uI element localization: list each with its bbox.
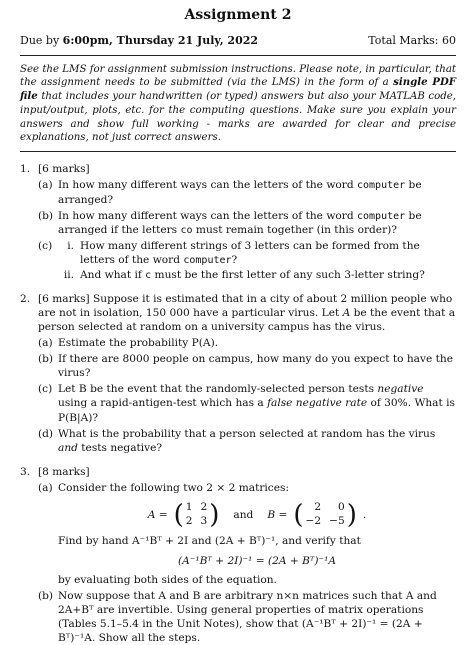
question-1: 1. [6 marks] (a) In how many different ways can the letters of the word computer be arranged? (b) In how many different ways can the letters of the word computer be arranged if the letters co must remain together (in this order)? (c) i. How many different strings of 3 letters can be formed from the letters of the word computer? ii. And what if c must be the first letter of any such 3-letter string? — [20, 162, 456, 282]
q1-part-c: (c) i. How many different strings of 3 letters can be formed from the letters of the word computer? ii. And what if c must be the first letter of any such 3-letter string? — [38, 239, 456, 282]
q3-part-b: (b) Now suppose that A and B are arbitrary n×n matrices such that A and 2A+Bᵀ are invertible. Using general properties of matrix operations (Tables 5.1–5.4 in the Unit Notes), show that (A⁻¹Bᵀ + 2I)⁻¹ = (2A + Bᵀ)⁻¹A. Show all the steps. — [38, 589, 437, 644]
q3-part-a: (a) Consider the following two 2 × 2 matrices: A = ( 1 2 2 3 ) and B = ( 2 0 −2 −5 ) . Find by hand A⁻¹Bᵀ + 2I and (2A + Bᵀ)⁻¹, and verify that (A⁻¹Bᵀ + 2I)⁻¹ = (2A + Bᵀ)⁻¹A by evaluating both sides of the equation. — [38, 481, 456, 587]
matrix-definitions: A = ( 1 2 2 3 ) and B = ( 2 0 −2 −5 ) . — [147, 499, 367, 530]
total-marks: Total Marks: 60 — [368, 34, 456, 47]
instructions: See the LMS for assignment submission instructions. Please note, in particular, that the assignment needs to be submitted (via the LMS) in the form of a single PDF file that includes your handwritten (or typed) answers but also your MATLAB code, input/output, plots, etc. for the computing questions. Make sure you explain your answers and show full working - marks are awarded for clear and precise explanations, not just correct answers. — [20, 63, 457, 144]
q1-part-a: (a) In how many different ways can the letters of the word computer be arranged? — [38, 179, 422, 206]
divider-bottom — [20, 151, 456, 152]
question-2: 2. [6 marks] Suppose it is estimated that in a city of about 2 million people who are not in isolation, 150 000 have a particular virus. Let A be the event that a person selected at random on a university campus has the virus. (a) Estimate the probability P(A). (b) If there are 8000 people on campus, how many do you expect to have the virus? (c) Let B be the event that the randomly-selected person tests negative using a rapid-antigen-test which has a false negative rate of 30%. What is P(B|A)? (d) What is the probability that a person selected at random has the virus and tests negative? — [20, 292, 456, 454]
matrix-equation: (A⁻¹Bᵀ + 2I)⁻¹ = (2A + Bᵀ)⁻¹A — [178, 554, 336, 567]
verify-instruction: by evaluating both sides of the equation. — [58, 573, 277, 586]
assignment-page — [20, 0, 456, 645]
q2-intro: [6 marks] Suppose it is estimated that in a city of about 2 million people who are not in isolation, 150 000 have a particular virus. Let A be the event that a person selected at random on a university campus has the virus. — [38, 292, 456, 334]
due-row — [20, 34, 456, 49]
q1-marks: [6 marks] — [38, 163, 90, 176]
question-3: 3. [8 marks] (a) Consider the following two 2 × 2 matrices: A = ( 1 2 2 3 ) and B = ( 2 0 −2 −5 ) . Find by hand A⁻¹Bᵀ + 2I and (2A + Bᵀ)⁻¹, and verify that (A⁻¹Bᵀ + 2I)⁻¹ = (2A + Bᵀ)⁻¹A by evaluating both sides of the equation. (b) Now suppose that A and B are arbitrary n×n matrices such that A and 2A+Bᵀ are invertible. Using general properties of matrix operations (Tables 5.1–5.4 in the Unit Notes), show that (A⁻¹Bᵀ + 2I)⁻¹ = (2A + Bᵀ)⁻¹A. Show all the steps. — [20, 465, 456, 645]
q1-part-b: (b) In how many different ways can the letters of the word computer be arranged if the letters co must remain together (in this order)? — [38, 209, 422, 236]
due-date: Due by 6:00pm, Thursday 21 July, 2022 — [20, 34, 259, 47]
q1-part-c-ii: ii. And what if c must be the first letter of any such 3-letter string? — [63, 268, 425, 281]
find-instruction: Find by hand A⁻¹Bᵀ + 2I and (2A + Bᵀ)⁻¹, and verify that — [58, 535, 361, 548]
divider-top — [20, 55, 456, 56]
q1-part-c-i: i. How many different strings of 3 letters can be formed from the letters of the word computer? — [67, 240, 420, 267]
q2-part-a: (a) Estimate the probability P(A). — [38, 337, 219, 350]
q2-part-b: (b) If there are 8000 people on campus, how many do you expect to have the virus? — [38, 353, 453, 380]
q2-part-d: (d) What is the probability that a person selected at random has the virus and tests negative? — [38, 427, 436, 454]
matrix-a: ( 1 2 2 3 ) — [173, 499, 220, 530]
matrix-b: ( 2 0 −2 −5 ) — [293, 499, 357, 530]
page-title: Assignment 2 — [184, 7, 292, 23]
q3-marks: [8 marks] — [38, 465, 90, 478]
q2-part-c: (c) Let B be the event that the randomly-selected person tests negative using a rapid-antigen-test which has a false negative rate of 30%. What is P(B|A)? — [38, 383, 455, 424]
